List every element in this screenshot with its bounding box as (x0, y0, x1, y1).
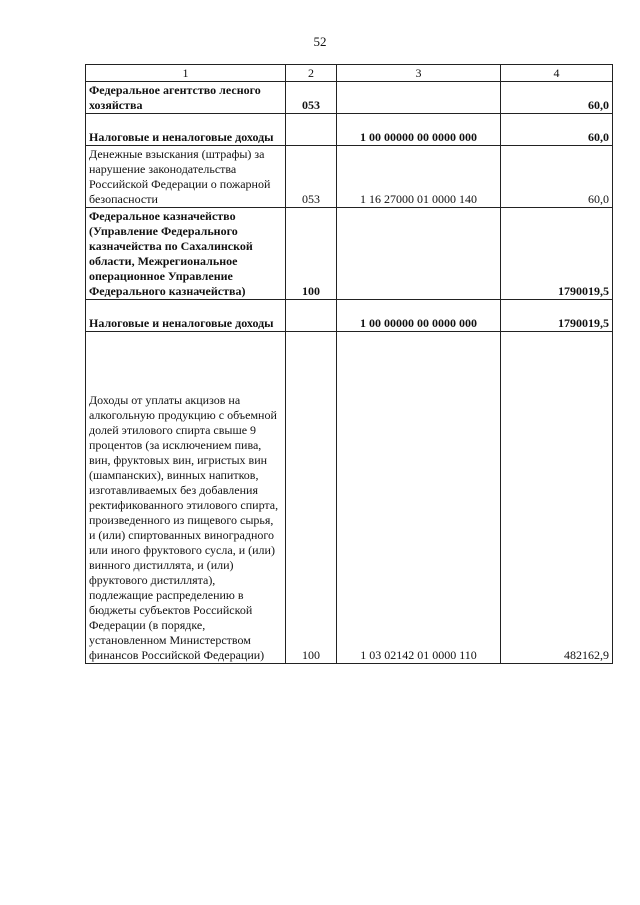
row-kbk: 1 16 27000 01 0000 140 (337, 146, 501, 208)
row-admin-code: 053 (286, 82, 337, 114)
table-row (86, 82, 613, 114)
row-sum: 60,0 (501, 146, 613, 208)
row-name: Доходы от уплаты акцизов на алкогольную продукцию с объемной долей этилового спирта свыше 9 процентов (за исключением пива, вин, фруктовых вин, игристых вин (шампанских), винных напитков, изготавливаемых без добавления ректификованного этилового спирта, произведенного из пищевого сырья, и (или) спиртованных виноградного или иного фруктового сусла, и (или) винного дистиллята, и (или) фруктового дистиллята), подлежащие распределению в бюджеты субъектов Российской Федерации (в порядке, установленном Министерством финансов Российской Федерации) (86, 332, 286, 664)
row-admin-code (286, 114, 337, 146)
row-name: Налоговые и неналоговые доходы (86, 114, 286, 146)
row-name: Денежные взыскания (штрафы) за нарушение законодательства Российской Федерации о пожарной безопасности (86, 146, 286, 208)
row-name: Федеральное агентство лесного хозяйства (86, 82, 286, 114)
page-number: 52 (313, 34, 327, 49)
row-kbk (337, 82, 501, 114)
column-header-4: 4 (501, 65, 613, 82)
row-kbk: 1 00 00000 00 0000 000 (337, 114, 501, 146)
column-header-2: 2 (286, 65, 337, 82)
row-sum: 60,0 (501, 82, 613, 114)
row-admin-code: 053 (286, 146, 337, 208)
row-name: Федеральное казначейство (Управление Федерального казначейства по Сахалинской области, Межрегиональное операционное Управление Федерального казначейства) (86, 208, 286, 300)
row-kbk: 1 00 00000 00 0000 000 (337, 300, 501, 332)
table-row (86, 332, 613, 664)
row-admin-code (286, 300, 337, 332)
row-sum: 1790019,5 (501, 208, 613, 300)
budget-table (85, 64, 613, 664)
table-row (86, 208, 613, 300)
row-sum: 482162,9 (501, 332, 613, 664)
row-kbk: 1 03 02142 01 0000 110 (337, 332, 501, 664)
row-admin-code: 100 (286, 332, 337, 664)
row-sum: 60,0 (501, 114, 613, 146)
table-row (86, 300, 613, 332)
row-kbk (337, 208, 501, 300)
row-admin-code: 100 (286, 208, 337, 300)
table-header-row (86, 65, 613, 82)
row-sum: 1790019,5 (501, 300, 613, 332)
column-header-1: 1 (86, 65, 286, 82)
row-name: Налоговые и неналоговые доходы (86, 300, 286, 332)
column-header-3: 3 (337, 65, 501, 82)
table-row (86, 114, 613, 146)
table-row (86, 146, 613, 208)
